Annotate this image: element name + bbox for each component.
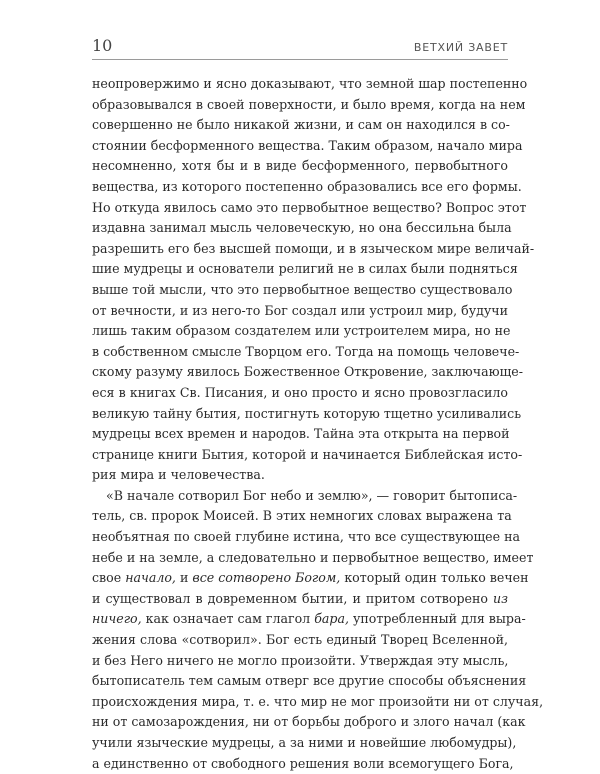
text-segment: лишь таким образом создателем или устроителем мира, но не <box>92 323 511 339</box>
text-line <box>92 671 527 692</box>
text-line <box>92 156 508 177</box>
text-line <box>92 424 508 445</box>
text-segment: совершенно не было никакой жизни, и сам он находился в со- <box>92 117 510 133</box>
text-line <box>92 239 535 260</box>
text-line <box>92 754 514 774</box>
text-line <box>92 177 522 198</box>
text-segment: стоянии бесформенного вещества. Таким образом, начало мира <box>92 137 523 153</box>
text-line <box>92 548 534 569</box>
text-line <box>92 280 513 301</box>
text-segment: великую тайну бытия, постигнуть которую тщетно усиливались <box>92 405 522 421</box>
italic-text: из <box>493 590 508 606</box>
text-segment: который один только вечен <box>340 570 529 586</box>
text-segment: разрешить его без высшей помощи, и в языческом мире величай- <box>92 240 535 256</box>
running-title: ВЕТХИЙ ЗАВЕТ <box>413 41 508 54</box>
text-segment: несомненно, хотя бы и в виде бесформенного, первобытного <box>92 158 508 174</box>
text-segment: неопровержимо и ясно доказывают, что земной шар постепенно <box>92 76 528 91</box>
body-text <box>92 74 544 774</box>
text-line <box>92 362 523 383</box>
text-line <box>92 136 523 157</box>
text-segment: и без Него ничего не могло произойти. Утверждая эту мысль, <box>92 652 509 668</box>
text-segment: происхождения мира, т. е. что мир не мог произойти ни от случая, <box>92 693 544 709</box>
text-line <box>92 115 508 136</box>
text-segment: необъятная по своей глубине истина, что все существующее на <box>92 529 520 545</box>
text-segment: скому разуму явилось Божественное Откровение, заключающе- <box>92 364 523 380</box>
text-segment: как означает сам глагол <box>141 611 315 627</box>
text-segment: а единственно от свободного решения воли всемогущего Бога, <box>92 755 514 771</box>
text-segment: от вечности, и из него-то Бог создал или устроил мир, будучи <box>92 302 508 318</box>
text-line <box>92 651 508 672</box>
italic-text: бара, <box>314 611 349 627</box>
text-segment: еся в книгах Св. Писания, и оно просто и ясно провозгласило <box>92 384 508 400</box>
text-segment: свое <box>92 570 126 586</box>
text-line <box>92 321 511 342</box>
text-line <box>92 198 527 219</box>
text-segment: небе и на земле, а следовательно и первобытное вещество, имеет <box>92 549 534 565</box>
text-line <box>92 712 526 733</box>
text-line <box>92 342 520 363</box>
text-line <box>92 259 518 280</box>
text-segment: учили языческие мудрецы, а за ними и новейшие любомудры), <box>92 735 517 750</box>
text-segment: странице книги Бытия, которой и начинается Библейская исто- <box>92 446 523 462</box>
text-line <box>92 465 508 486</box>
text-line <box>92 404 522 425</box>
text-segment: образовывался в своей поверхности, и было время, когда на нем <box>92 96 526 112</box>
text-line <box>92 568 529 589</box>
text-segment: мудрецы всех времен и народов. Тайна эта открыта на первой <box>92 426 510 442</box>
text-segment: «В начале сотворил Бог небо и землю», — говорит бытописа- <box>106 487 518 503</box>
text-segment: и <box>175 570 193 586</box>
text-segment: рия мира и человечества. <box>92 467 265 483</box>
text-segment: шие мудрецы и основатели религий не в силах были подняться <box>92 261 518 277</box>
text-line <box>92 95 526 116</box>
running-head <box>92 35 508 60</box>
text-segment: в собственном смысле Творцом его. Тогда на помощь человече- <box>92 343 520 359</box>
text-segment: вещества, из которого постепенно образовались все его формы. <box>92 178 522 194</box>
page-number: 10 <box>92 36 113 55</box>
text-line <box>92 609 526 630</box>
text-segment: жения слова «сотворил». Бог есть единый Творец Вселенной, <box>92 632 508 648</box>
italic-text: ничего, <box>92 611 142 627</box>
text-segment: выше той мысли, что это первобытное вещество существовало <box>92 281 513 297</box>
text-segment: тель, св. пророк Моисей. В этих немногих словах выражена та <box>92 508 512 524</box>
text-segment: издавна занимал мысль человеческую, но она бессильна была <box>92 220 512 236</box>
text-line <box>92 383 508 404</box>
text-line <box>92 445 523 466</box>
italic-text: все сотворено Богом, <box>192 570 341 586</box>
text-segment: и существовал в довременном бытии, и притом сотворено <box>92 590 494 606</box>
italic-text: начало, <box>125 570 176 586</box>
text-line <box>92 74 528 95</box>
text-line <box>92 527 520 548</box>
text-segment: Но откуда явилось само это первобытное вещество? Вопрос этот <box>92 199 527 215</box>
text-segment: употребленный для выра- <box>348 611 526 627</box>
text-line <box>92 218 512 239</box>
text-line <box>92 733 517 754</box>
text-line <box>92 506 512 527</box>
text-line <box>92 589 508 610</box>
text-segment: ни от самозарождения, ни от борьбы доброго и злого начал (как <box>92 714 526 730</box>
text-line <box>92 486 518 507</box>
text-line <box>92 692 544 713</box>
text-segment: бытописатель тем самым отверг все другие способы объяснения <box>92 673 527 689</box>
text-line <box>92 301 508 322</box>
text-line <box>92 630 508 651</box>
